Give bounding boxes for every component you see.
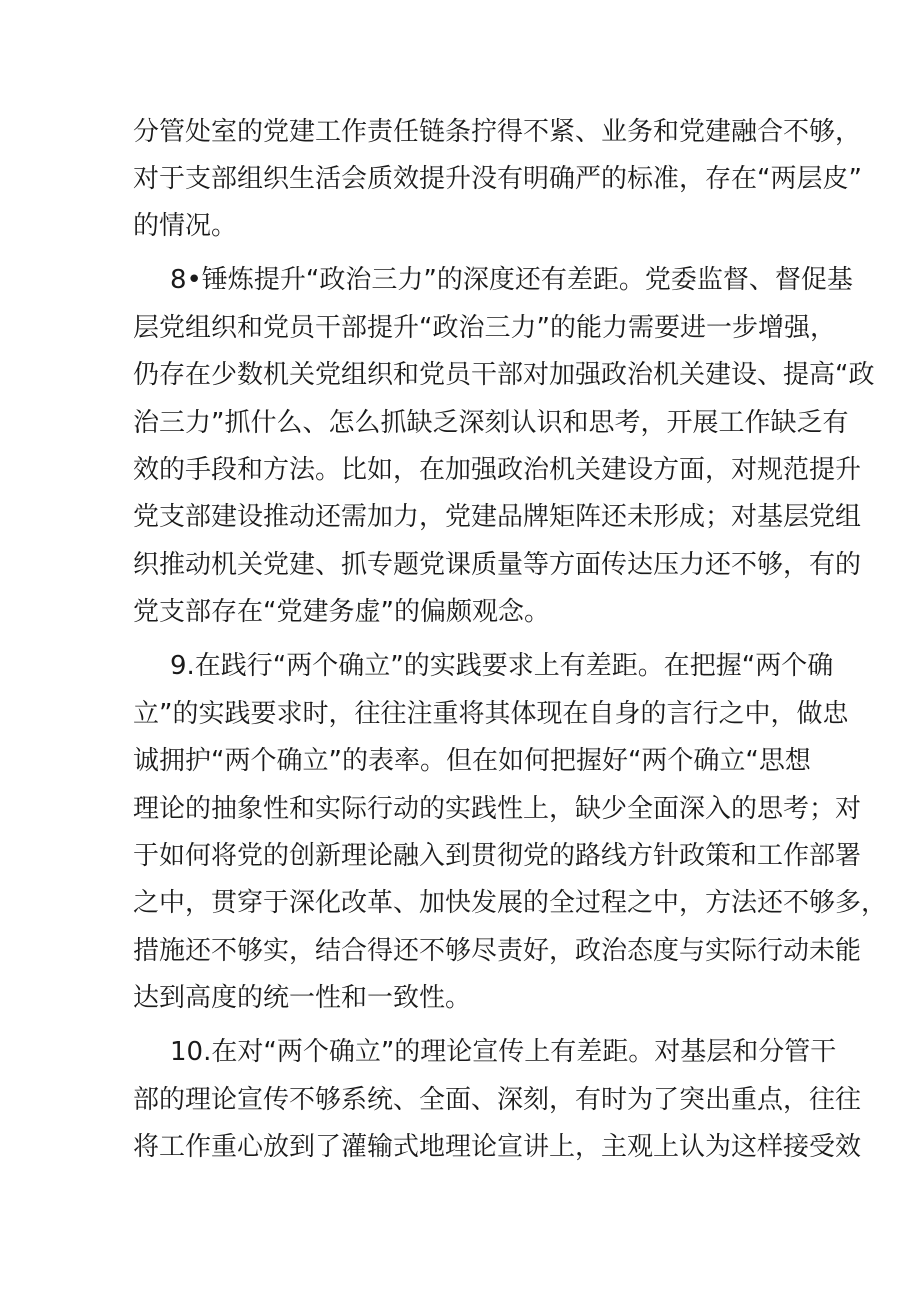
text-line: 织推动机关党建、抓专题党课质量等方面传达压力还不够，有的 bbox=[133, 550, 862, 580]
text-line: 立”的实践要求时，往往注重将其体现在自身的言行之中，做忠 bbox=[133, 699, 849, 729]
text-line: 党支部存在“党建务虚”的偏颇观念。 bbox=[133, 597, 550, 627]
text-line: 诚拥护“两个确立”的表率。但在如何把握好“两个确立“思想 bbox=[133, 746, 811, 776]
text-line: 理论的抽象性和实际行动的实践性上，缺少全面深入的思考；对 bbox=[133, 794, 862, 824]
text-line: 效的手段和方法。比如，在加强政治机关建设方面，对规范提升 bbox=[133, 455, 862, 485]
text-line: 达到高度的统一性和一致性。 bbox=[133, 983, 472, 1013]
text-line: 仍存在少数机关党组织和党员干部对加强政治机关建设、提高“政 bbox=[133, 360, 875, 390]
text-line: 部的理论宣传不够系统、全面、深刻，有时为了突出重点，往往 bbox=[133, 1085, 862, 1115]
paragraph-9-heading-line: 9.在践行“两个确立”的实践要求上有差距。在把握“两个确 bbox=[170, 651, 834, 681]
text-line: 层党组织和党员干部提升“政治三力”的能力需要进一步增强， bbox=[133, 313, 836, 343]
paragraph-8-heading-line: 8•锤炼提升“政治三力”的深度还有差距。党委监督、督促基 bbox=[170, 265, 853, 295]
paragraph-10-heading-line: 10.在对“两个确立”的理论宣传上有差距。对基层和分管干 bbox=[170, 1037, 837, 1067]
text-line: 于如何将党的创新理论融入到贯彻党的路线方针政策和工作部署 bbox=[133, 841, 862, 871]
text-line: 分管处室的党建工作责任链条拧得不紧、业务和党建融合不够， bbox=[133, 117, 862, 147]
text-line: 党支部建设推动还需加力，党建品牌矩阵还未形成；对基层党组 bbox=[133, 502, 862, 532]
text-line: 治三力”抓什么、怎么抓缺乏深刻认识和思考，开展工作缺乏有 bbox=[133, 408, 849, 438]
text-line: 之中，贯穿于深化改革、加快发展的全过程之中，方法还不够多， bbox=[133, 888, 888, 918]
text-line: 对于支部组织生活会质效提升没有明确严的标准，存在“两层皮” bbox=[133, 164, 862, 194]
text-line: 将工作重心放到了灌输式地理论宣讲上，主观上认为这样接受效 bbox=[133, 1132, 862, 1162]
text-line: 措施还不够实，结合得还不够尽责好，政治态度与实际行动未能 bbox=[133, 936, 862, 966]
text-line: 的情况。 bbox=[133, 211, 238, 241]
